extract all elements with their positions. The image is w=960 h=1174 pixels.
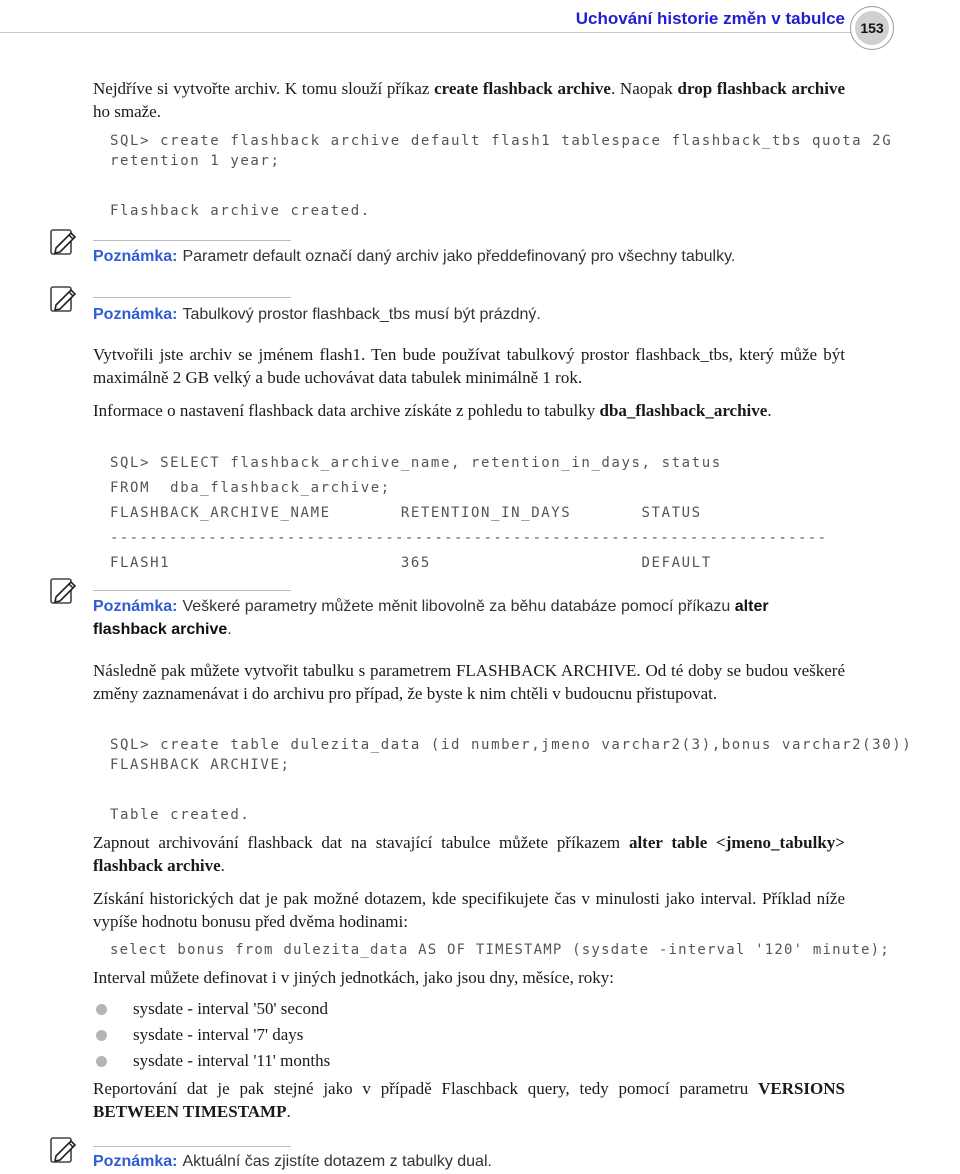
keyword: dba_flashback_archive xyxy=(599,401,768,420)
result-header: FLASHBACK_ARCHIVE_NAME RETENTION_IN_DAYS STATUS xyxy=(110,505,702,521)
text-run: Informace o nastavení flashback data archive získáte z pohledu to tabulky xyxy=(93,401,600,420)
text-run: . Naopak xyxy=(610,79,678,98)
note-tablespace xyxy=(93,303,845,326)
page-header xyxy=(0,0,960,40)
paragraph-text: Následně pak můžete vytvořit tabulku s parametrem FLASHBACK ARCHIVE. Od té doby se budou veškeré změny zaznamenávat i do archivu pro případ, že byste k nim chtěli v budoucnu přistupovat. xyxy=(93,661,845,703)
paragraph-create-table xyxy=(93,659,845,705)
code-block-select-archive xyxy=(110,451,862,576)
interval-examples xyxy=(93,996,845,1074)
code-line: SQL> create table dulezita_data (id number,jmeno varchar2(3),bonus varchar2(30)) xyxy=(110,737,913,753)
paragraph-alter-table xyxy=(93,831,845,877)
paragraph-archive-created xyxy=(93,343,845,389)
text-run: Reportování dat je pak stejné jako v případě Flaschback query, tedy pomocí parametru xyxy=(93,1079,759,1098)
note-text: . xyxy=(227,621,232,638)
bullet-list xyxy=(93,996,845,1074)
result-row: FLASH1 365 DEFAULT xyxy=(110,555,712,571)
text-run: Nejdříve si vytvořte archiv. K tomu slouží příkaz xyxy=(93,79,435,98)
paragraph-text xyxy=(93,1077,845,1123)
bullet-icon xyxy=(96,1056,107,1067)
code-block-create-table xyxy=(110,735,913,825)
note-alter-archive xyxy=(93,595,845,641)
code-line: SQL> SELECT flashback_archive_name, retention_in_days, status xyxy=(110,455,722,471)
running-title: Uchování historie změn v tabulce xyxy=(575,9,845,28)
note-text: Tabulkový prostor flashback_tbs musí být prázdný. xyxy=(182,306,541,323)
keyword: create flashback archive xyxy=(434,79,611,98)
list-item xyxy=(93,1022,845,1048)
paragraph-create-archive xyxy=(93,77,845,123)
pencil-icon xyxy=(50,578,78,604)
code-block-create-archive xyxy=(110,131,893,221)
list-item-text: sysdate - interval '7' days xyxy=(133,1025,304,1044)
pencil-icon xyxy=(50,286,78,312)
note-label: Poznámka: xyxy=(93,306,178,323)
text-run: Zapnout archivování flashback dat na stavající tabulce můžete příkazem xyxy=(93,833,629,852)
code-block-select-timestamp xyxy=(110,940,890,960)
paragraph-text: Interval můžete definovat i v jiných jednotkách, jako jsou dny, měsíce, roky: xyxy=(93,968,615,987)
keyword: VERSIONS BETWEEN TIMESTAMP xyxy=(93,1079,845,1121)
paragraph-text: Vytvořili jste archiv se jménem flash1. Ten bude používat tabulkový prostor flashback_tbs, který může být maximálně 2 GB velký a bude uchovávat data tabulek minimálně 1 rok. xyxy=(93,345,845,387)
note-label: Poznámka: xyxy=(93,1153,178,1170)
note-default-param xyxy=(93,245,845,268)
note-label: Poznámka: xyxy=(93,598,178,615)
paragraph-history-query xyxy=(93,887,845,933)
list-item xyxy=(93,996,845,1022)
pencil-icon xyxy=(50,1137,78,1163)
paragraph-interval-units xyxy=(93,966,845,989)
code-output: Table created. xyxy=(110,807,251,823)
code-line: select bonus from dulezita_data AS OF TIMESTAMP (sysdate -interval '120' minute); xyxy=(110,942,890,958)
code-output: Flashback archive created. xyxy=(110,203,371,219)
list-item xyxy=(93,1048,845,1074)
text-run: . xyxy=(286,1102,291,1121)
list-item-text: sysdate - interval '50' second xyxy=(133,999,328,1018)
note-text: Aktuální čas zjistíte dotazem z tabulky dual. xyxy=(182,1153,492,1170)
keyword: alter flashback archive xyxy=(93,598,769,638)
note-divider xyxy=(93,590,291,591)
page-number: 153 xyxy=(855,11,889,45)
paragraph-text xyxy=(93,831,845,877)
paragraph-versions-between xyxy=(93,1077,845,1123)
page-number-badge xyxy=(850,6,894,50)
result-separator: ------------------------------------------------------------------------- xyxy=(110,530,828,546)
list-item-text: sysdate - interval '11' months xyxy=(133,1051,331,1070)
bullet-icon xyxy=(96,1030,107,1041)
code-line: FROM dba_flashback_archive; xyxy=(110,480,391,496)
code-line: FLASHBACK ARCHIVE; xyxy=(110,757,291,773)
note-divider xyxy=(93,1146,291,1147)
paragraph-text: Získání historických dat je pak možné dotazem, kde specifikujete čas v minulosti jako interval. Příklad níže vypíše hodnotu bonusu před dvěma hodinami: xyxy=(93,889,845,931)
text-run: ho smaže. xyxy=(93,102,161,121)
keyword: drop flashback archive xyxy=(677,79,845,98)
code-line: retention 1 year; xyxy=(110,153,281,169)
note-text: Veškeré parametry můžete měnit libovolně za běhu databáze pomocí příkazu xyxy=(182,598,735,615)
code-line: SQL> create flashback archive default flash1 tablespace flashback_tbs quota 2G xyxy=(110,133,893,149)
bullet-icon xyxy=(96,1004,107,1015)
header-divider xyxy=(0,32,870,33)
paragraph-archive-info xyxy=(93,399,845,422)
paragraph-text xyxy=(93,77,845,123)
text-run: . xyxy=(220,856,225,875)
note-divider xyxy=(93,297,291,298)
paragraph-text xyxy=(93,399,845,422)
text-run: . xyxy=(767,401,772,420)
note-divider xyxy=(93,240,291,241)
note-current-time xyxy=(93,1150,845,1173)
pencil-icon xyxy=(50,229,78,255)
note-text: Parametr default označí daný archiv jako předdefinovaný pro všechny tabulky. xyxy=(182,248,736,265)
keyword: alter table <jmeno_tabulky> flashback archive xyxy=(93,833,845,875)
note-label: Poznámka: xyxy=(93,248,178,265)
